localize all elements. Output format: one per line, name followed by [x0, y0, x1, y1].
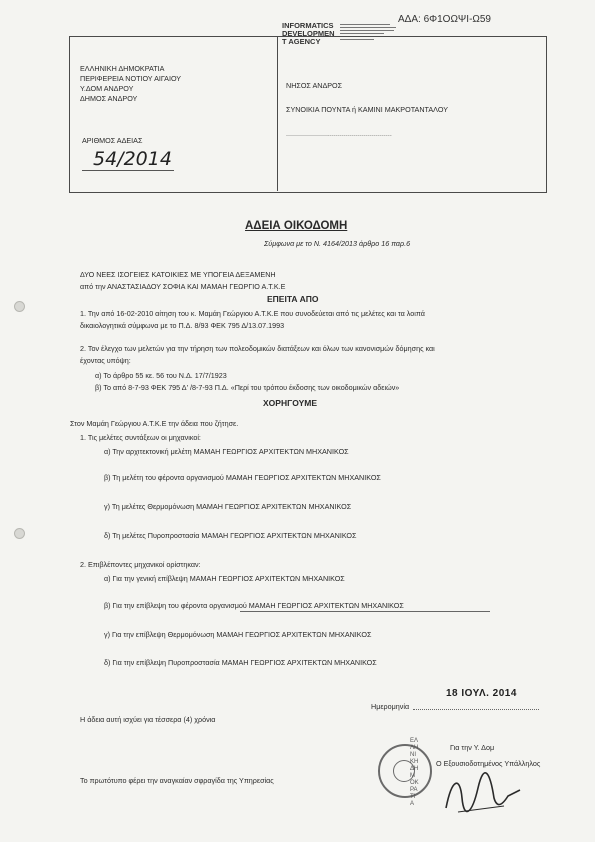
paragraph-line: δικαιολογητικά σύμφωνα με το Π.Δ. 8/93 ΦΕΚ 795 Δ/13.07.1993 [80, 321, 285, 330]
ada-code: ΑΔΑ: 6Φ1ΟΩΨΙ-Ω59 [398, 14, 491, 25]
permit-number: 54/2014 [93, 148, 172, 170]
section2-item: γ) Για την επίβλεψη Θερμομόνωση ΜΑΜΑΗ ΓΕΩΡΓΙΟΣ ΑΡΧΙΤΕΚΤΩΝ ΜΗΧΑΝΙΚΟΣ [104, 630, 372, 639]
paragraph-line: έχοντας υπόψη: [80, 356, 131, 365]
authority-line: ΔΗΜΟΣ ΑΝΔΡΟΥ [80, 94, 138, 103]
logo-line: INFORMATICS [282, 21, 334, 30]
authority-line: ΕΛΛΗΝΙΚΗ ΔΗΜΟΚΡΑΤΙΑ [80, 64, 165, 73]
permit-underline [82, 170, 174, 171]
document-subtitle: Σύμφωνα με το Ν. 4164/2013 άρθρο 16 παρ.6 [264, 239, 411, 248]
reference-line: α) Το άρθρο 55 κε. 56 του Ν.Δ. 17/7/1923 [95, 371, 227, 380]
bottom-note: Το πρωτότυπο φέρει την αναγκαίαν σφραγίδα της Υπηρεσίας [80, 776, 274, 785]
date-line [413, 709, 539, 710]
section2-item: α) Για την γενική επίβλεψη ΜΑΜΑΗ ΓΕΩΡΓΙΟΣ ΑΡΧΙΤΕΚΤΩΝ ΜΗΧΑΝΙΚΟΣ [104, 574, 345, 583]
date-label: Ημερομηνία [371, 702, 410, 711]
section1-item: β) Τη μελέτη του φέροντα οργανισμού ΜΑΜΑΗ ΓΕΩΡΓΙΟΣ ΑΡΧΙΤΕΚΤΩΝ ΜΗΧΑΝΙΚΟΣ [104, 473, 381, 482]
island-name: ΝΗΣΟΣ ΑΝΔΡΟΣ [286, 81, 343, 90]
location: ΣΥΝΟΙΚΙΑ ΠΟΥΝΤΑ ή ΚΑΜΙΝΙ ΜΑΚΡΟΤΑΝΤΑΛΟΥ [286, 105, 448, 114]
punch-hole [14, 301, 25, 312]
document-title: ΑΔΕΙΑ ΟΙΚΟΔΟΜΗ [245, 220, 348, 232]
heading-grant: ΧΟΡΗΓΟΥΜΕ [263, 398, 317, 408]
authority-line: ΠΕΡΙΦΕΡΕΙΑ ΝΟΤΙΟΥ ΑΙΓΑΙΟΥ [80, 74, 182, 83]
heading-after: ΕΠΕΙΤΑ ΑΠΟ [267, 294, 319, 304]
signature-line: Ο Εξουσιοδοτημένος Υπάλληλος [436, 759, 541, 768]
handwritten-signature [438, 768, 528, 818]
section1-item: δ) Τη μελέτες Πυροπροστασία ΜΑΜΑΗ ΓΕΩΡΓΙΟΣ ΑΡΧΙΤΕΚΤΩΝ ΜΗΧΑΝΙΚΟΣ [104, 531, 357, 540]
authority-line: Υ.ΔΟΜ ΑΝΔΡΟΥ [80, 84, 134, 93]
reference-line: β) Το από 8-7-93 ΦΕΚ 795 Δ' /8-7-93 Π.Δ. «Περί του τρόπου έκδοσης των οικοδομικών αδειών» [95, 383, 400, 392]
item-underline [240, 611, 490, 612]
section2-item: δ) Για την επίβλεψη Πυροπροστασία ΜΑΜΑΗ ΓΕΩΡΓΙΟΣ ΑΡΧΙΤΕΚΤΩΝ ΜΗΧΑΝΙΚΟΣ [104, 658, 377, 667]
intro-line: από την ΑΝΑΣΤΑΣΙΑΔΟΥ ΣΟΦΙΑ ΚΑΙ ΜΑΜΑΗ ΓΕΩΡΓΙΟ Α.Τ.Κ.Ε [80, 282, 286, 291]
permit-label: ΑΡΙΘΜΟΣ ΑΔΕΙΑΣ [82, 136, 143, 145]
logo-line: T AGENCY [282, 37, 321, 46]
validity-note: Η άδεια αυτή ισχύει για τέσσερα (4) χρόνια [80, 715, 216, 724]
section2-item: β) Για την επίβλεψη του φέροντα οργανισμού ΜΑΜΑΗ ΓΕΩΡΓΙΟΣ ΑΡΧΙΤΕΚΤΩΝ ΜΗΧΑΝΙΚΟΣ [104, 601, 404, 610]
section1-title: 1. Τις μελέτες συντάξεων οι μηχανικοί: [80, 433, 201, 442]
section1-item: γ) Τη μελέτες Θερμομόνωση ΜΑΜΑΗ ΓΕΩΡΓΙΟΣ ΑΡΧΙΤΕΚΤΩΝ ΜΗΧΑΝΙΚΟΣ [104, 502, 352, 511]
intro-line: ΔΥΟ ΝΕΕΣ ΙΣΟΓΕΙΕΣ ΚΑΤΟΙΚΙΕΣ ΜΕ ΥΠΟΓΕΙΑ ΔΕΞΑΜΕΝΗ [80, 270, 276, 279]
date-stamp: 18 ΙΟΥΛ. 2014 [446, 688, 517, 699]
authority-block [80, 64, 181, 104]
section1-item: α) Την αρχιτεκτονική μελέτη ΜΑΜΑΗ ΓΕΩΡΓΙΟΣ ΑΡΧΙΤΕΚΤΩΝ ΜΗΧΑΝΙΚΟΣ [104, 447, 349, 456]
logo-line: DEVELOPMEN [282, 29, 335, 38]
section2-title: 2. Επιβλέποντες μηχανικοί ορίστηκαν: [80, 560, 201, 569]
signature-line: Για την Υ. Δομ [450, 743, 495, 752]
blank-line: ..................................................... [286, 129, 392, 138]
header-divider [277, 36, 278, 191]
grant-line: Στον Μαμάη Γεώργιου Α.Τ.Κ.Ε την άδεια που ζήτησε. [70, 419, 239, 428]
paragraph-line: 2. Τον έλεγχο των μελετών για την τήρηση των πολεοδομικών διατάξεων και όλων των κανονισμών δόμησης και [80, 344, 435, 353]
stamp-text: ΕΛΛΗΝΙΚΗ ΔΗΜΟΚΡΑΤΙΑ [410, 738, 419, 807]
paragraph-line: 1. Την από 16-02-2010 αίτηση του κ. Μαμάη Γεώργιου Α.Τ.Κ.Ε που συνοδεύεται από τις μελέτες και τα λοιπά [80, 309, 425, 318]
punch-hole [14, 528, 25, 539]
